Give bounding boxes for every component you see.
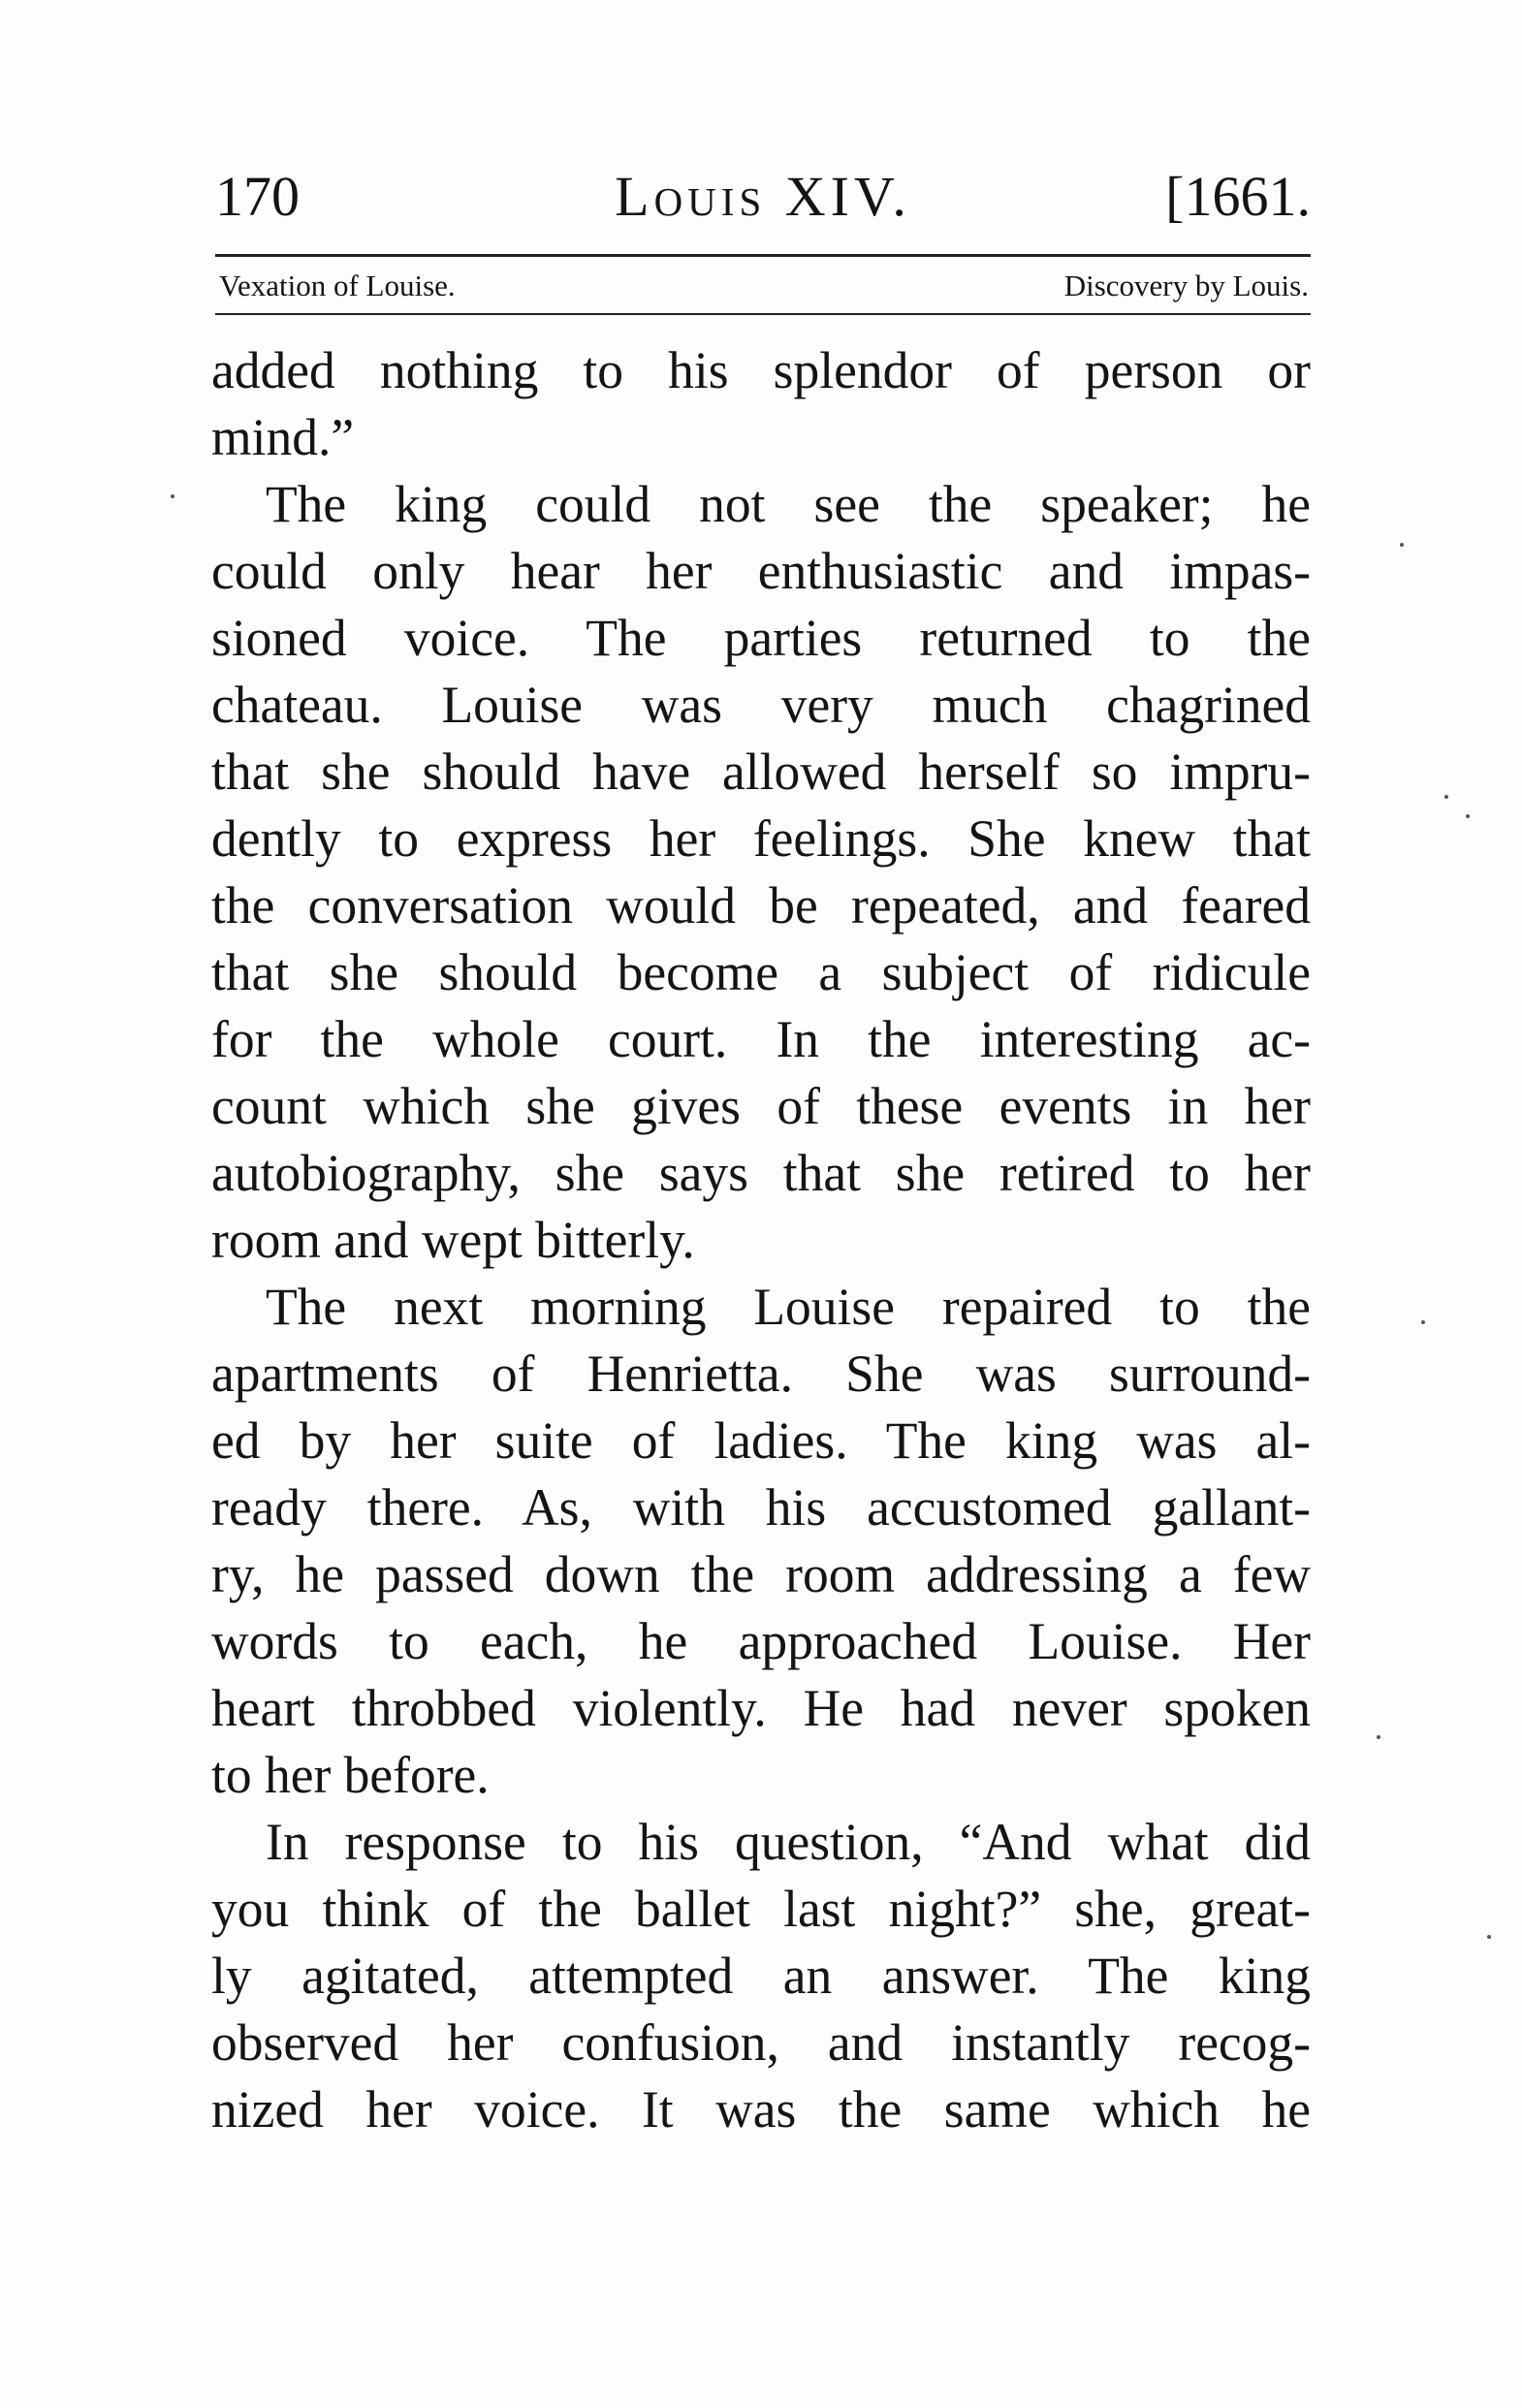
header-rule [215, 254, 1311, 257]
text-line: nized her voice. It was the same which he [211, 2080, 1311, 2139]
text-line: observed her confusion, and instantly recog- [211, 2013, 1311, 2072]
scan-speck [1444, 795, 1448, 799]
sidenote-bar [219, 264, 1309, 308]
paragraph [211, 1274, 1311, 1809]
text-line: ready there. As, with his accustomed gallant- [211, 1478, 1311, 1537]
sidenote-rule [215, 313, 1311, 315]
text-line: dently to express her feelings. She knew that [211, 809, 1311, 868]
text-line: The next morning Louise repaired to the [266, 1278, 1311, 1336]
text-line: ed by her suite of ladies. The king was al- [211, 1411, 1311, 1470]
text-line: ly agitated, attempted an answer. The king [211, 1947, 1311, 2005]
text-line: could only hear her enthusiastic and impas- [211, 542, 1311, 600]
text-line: sioned voice. The parties returned to the [211, 609, 1311, 667]
paragraph [211, 471, 1311, 1274]
text-line: words to each, he approached Louise. Her [211, 1612, 1311, 1670]
text-line: for the whole court. In the interesting ac- [211, 1010, 1311, 1068]
scan-speck [1487, 1935, 1491, 1939]
text-line: autobiography, she says that she retired to her [211, 1144, 1311, 1202]
text-line: apartments of Henrietta. She was surround- [211, 1345, 1311, 1403]
scan-speck [1400, 543, 1404, 547]
text-line: heart throbbed violently. He had never spoken [211, 1679, 1311, 1737]
running-title: Louis XIV. [615, 165, 911, 228]
text-line: mind.” [211, 408, 355, 466]
scan-speck [1466, 814, 1470, 818]
text-line: added nothing to his splendor of person or [211, 341, 1311, 399]
sidenote-right: Discovery by Louis. [1063, 269, 1309, 302]
body-text [211, 337, 1311, 2143]
text-line: In response to his question, “And what did [266, 1813, 1311, 1871]
text-line: chateau. Louise was very much chagrined [211, 676, 1311, 734]
paragraph [211, 1809, 1311, 2143]
year-marker: [1661. [1165, 165, 1311, 228]
text-line: The king could not see the speaker; he [266, 475, 1311, 533]
running-head [215, 163, 1311, 231]
text-line: you think of the ballet last night?” she, great- [211, 1880, 1311, 1938]
scan-speck [171, 494, 174, 498]
text-line: ry, he passed down the room addressing a few [211, 1545, 1311, 1603]
text-line: to her before. [211, 1746, 490, 1804]
text-line: room and wept bitterly. [211, 1211, 695, 1269]
page-number: 170 [215, 165, 300, 228]
text-line: the conversation would be repeated, and feared [211, 876, 1311, 935]
sidenote-left: Vexation of Louise. [219, 269, 456, 302]
text-line: that she should become a subject of ridicule [211, 943, 1311, 1001]
text-line: count which she gives of these events in her [211, 1077, 1311, 1135]
scan-speck [1377, 1735, 1380, 1739]
text-line: that she should have allowed herself so impru- [211, 743, 1311, 801]
paragraph [211, 337, 1311, 471]
scan-speck [1421, 1320, 1425, 1324]
